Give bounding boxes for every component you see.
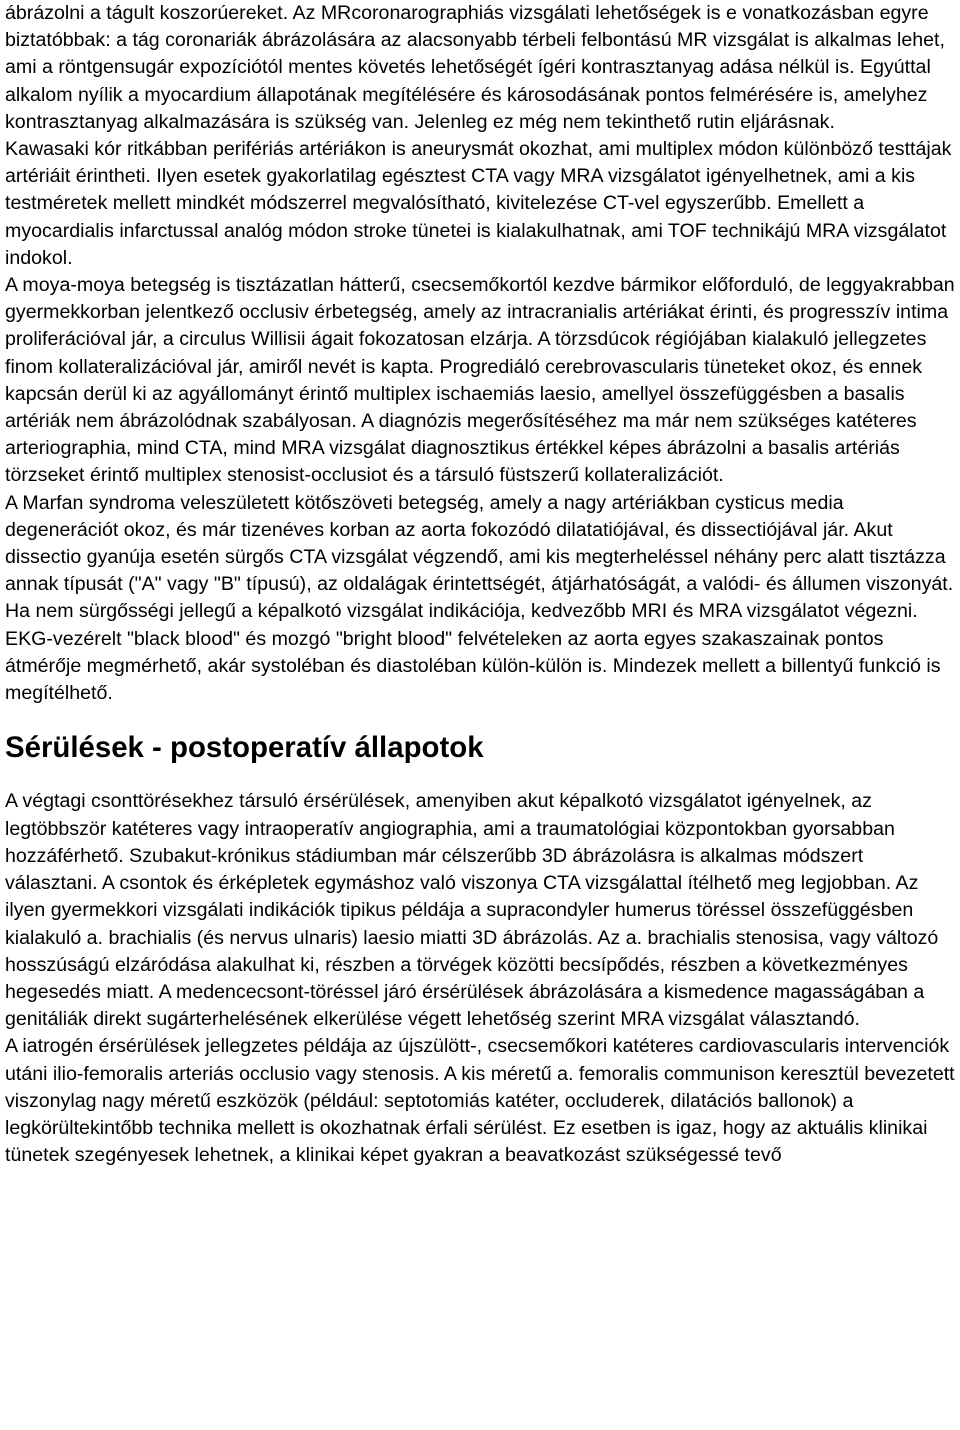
paragraph-marfan: A Marfan syndroma veleszületett kötőszöveti betegség, amely a nagy artériákban cysticus media degenerációt okoz, és már tizenéves korban az aorta fokozódó dilatatiójával, és dissectiójával jár. Akut dissectio gyanúja esetén sürgős CTA vizsgálat végzendő, ami kis megterheléssel néhány perc alatt tisztázza annak típusát ("A" vagy "B" típusú), az oldalágak érintettségét, átjárhatóságát, a valódi- és állumen viszonyát. Ha nem sürgősségi jellegű a képalkotó vizsgálat indikációja, kedvezőbb MRI és MRA vizsgálatot végezni. EKG-vezérelt "black blood" és mozgó "bright blood" felvételeken az aorta egyes szakaszainak pontos átmérője megmérhető, akár systoléban és diastoléban külön-külön is. Mindezek mellett a billentyű funkció is megítélhető.: [5, 491, 954, 705]
paragraph-coronarography: ábrázolni a tágult koszorúereket. Az MRcoronarographiás vizsgálati lehetőségek is e vonatkozásban egyre biztatóbbak: a tág coronariák ábrázolására az alacsonyabb térbeli felbontású MR vizsgálat is alkalmas lehet, ami a röntgensugár expozíciótól mentes követés lehetőségét ígéri kontrasztanyag adása nélkül is. Egyúttal alkalom nyílik a myocardium állapotának megítélésére és károsodásának pontos felmérésére is, amelyhez kontrasztanyag alkalmazására is szükség van. Jelenleg ez még nem tekinthető rutin eljárásnak.: [5, 2, 945, 133]
paragraph-fracture-vascular-injury: A végtagi csonttörésekhez társuló érsérülések, amenyiben akut képalkotó vizsgálatot igényelnek, az legtöbbször katéteres vagy intraoperatív angiographia, ami a traumatológiai központokban gyorsabban hozzáférhető. Szubakut-krónikus stádiumban már célszerűbb 3D ábrázolásra is alkalmas módszert választani. A csontok és érképletek egymáshoz való viszonya CTA vizsgálattal ítélhető meg legjobban. Az ilyen gyermekkori vizsgálati indikációk tipikus példája a supracondyler humerus töréssel összefüggésben kialakuló a. brachialis (és nervus ulnaris) laesio miatti 3D ábrázolás. Az a. brachialis stenosisa, vagy változó hosszúságú elzáródása alakulhat ki, részben a törvégek közötti becsípődés, részben a következményes hegesedés miatt. A medencecsont-töréssel járó érsérülések ábrázolására a kismedence magasságában a genitáliák direkt sugárterhelésének elkerülése végett lehetőség szerint MRA vizsgálat választandó.: [5, 790, 939, 1031]
paragraph-iatrogenic-injury: A iatrogén érsérülések jellegzetes példája az újszülött-, csecsemőkori katéteres cardiovascularis intervenciók utáni ilio-femoralis arteriás occlusio vagy stenosis. A kis méretű a. femoralis communison keresztül bevezetett viszonylag nagy méretű eszközök (például: septotomiás katéter, occluderek, dilatációs ballonok) a legkörültekintőbb technika mellett is okozhatnak érfali sérülést. Ez esetben is igaz, hogy az aktuális klinikai tünetek szegényesek lehetnek, a klinikai képet gyakran a beavatkozást szükségessé tevő: [5, 1035, 955, 1167]
spacer: [5, 707, 955, 734]
section-heading: Sérülések - postoperatív állapotok: [5, 731, 484, 765]
document-page: [5, 0, 955, 1169]
paragraph-moya-moya: A moya-moya betegség is tisztázatlan hátterű, csecsemőkortól kezdve bármikor előforduló, de leggyakrabban gyermekkorban jelentkező occlusiv érbetegség, amely az intracranialis artériákat érinti, és progresszív intima proliferációval jár, a circulus Willisii ágait fokozatosan elzárja. A törzsdúcok régiójában kialakuló jellegzetes finom kollateralizációval jár, amiről nevét is kapta. Progrediáló cerebrovascularis tüneteket okoz, és ennek kapcsán derül ki az agyállományt érintő multiplex ischaemiás laesio, amellyel összefüggésben a basalis artériák nem ábrázolódnak szabályosan. A diagnózis megerősítéséhez ma már nem szükséges katéteres arteriographia, mind CTA, mind MRA vizsgálat diagnosztikus értékkel képes ábrázolni a basalis artériás törzseket érintő multiplex stenosist-occlusiot és a társuló füstszerű kollateralizációt.: [5, 274, 955, 487]
paragraph-kawasaki: Kawasaki kór ritkábban perifériás artériákon is aneurysmát okozhat, ami multiplex módon különböző testtájak artériáit érintheti. Ilyen esetek gyakorlatilag egésztest CTA vagy MRA vizsgálatot igényelhetnek, ami a kis testméretek mellett mindkét módszerrel megvalósítható, kivitelezése CT-vel egyszerűbb. Emellett a myocardialis infarctussal analóg módon stroke tünetei is kialakulhatnak, ami TOF technikájú MRA vizsgálatot indokol.: [5, 138, 952, 269]
spacer: [5, 761, 955, 788]
